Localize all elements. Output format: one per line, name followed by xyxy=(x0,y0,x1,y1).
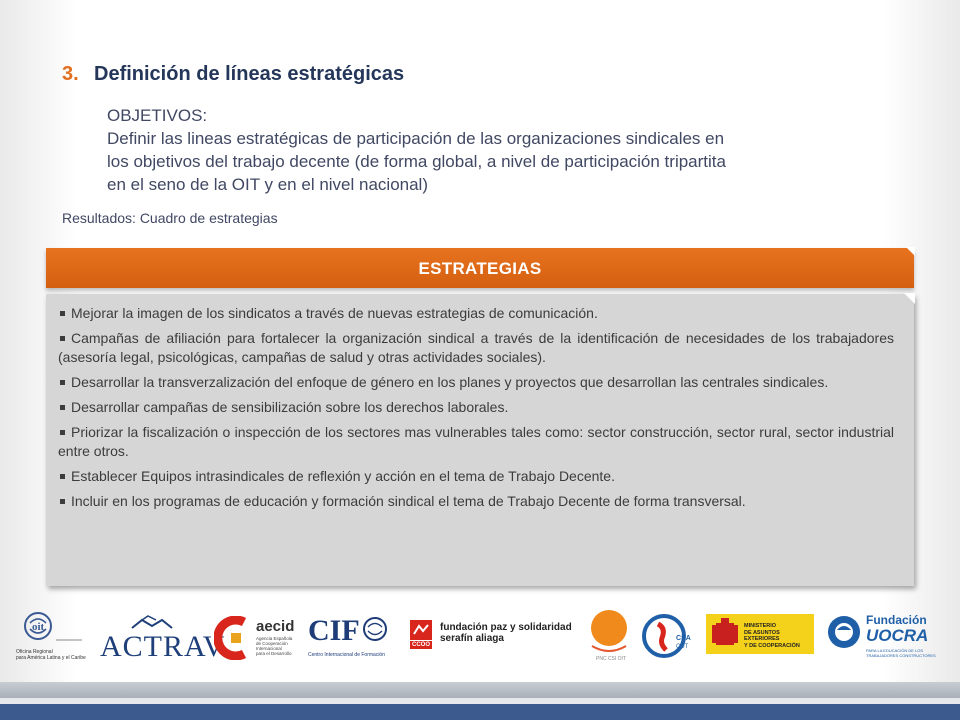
aecid-caption: para el Desarrollo xyxy=(256,651,292,656)
objectives-label: OBJETIVOS: xyxy=(107,106,208,125)
aecid-logo xyxy=(214,610,306,666)
square-bullet-icon xyxy=(60,380,65,385)
strategies-header xyxy=(46,248,914,288)
footer-bar xyxy=(0,704,960,720)
list-item-text: Desarrollar la transverzalización del enfoque de género en los planes y proyectos que desarrollan las centrales sindicales. xyxy=(71,374,829,390)
list-item xyxy=(58,329,894,367)
list-item-text: Establecer Equipos intrasindicales de reflexión y acción en el tema de Trabajo Decente. xyxy=(71,468,615,484)
list-item-text: Desarrollar campañas de sensibilización sobre los derechos laborales. xyxy=(71,399,509,415)
objectives-line: Definir las lineas estratégicas de participación de las organizaciones sindicales en xyxy=(107,129,725,148)
list-item xyxy=(58,492,894,511)
ministerio-logo xyxy=(706,614,814,654)
svg-text:PNC CSI OIT: PNC CSI OIT xyxy=(596,656,627,662)
partner-logos xyxy=(0,600,960,674)
aecid-caption: de Cooperación xyxy=(256,641,288,646)
uocra-caption: PARA LA EDUCACIÓN DE LOS TRABAJADORES CONSTRUCTORES xyxy=(866,648,936,658)
uocra-fundacion: Fundación xyxy=(866,613,927,627)
strategies-title: ESTRATEGIAS xyxy=(418,259,542,278)
fundacion-paz-name: serafín aliaga xyxy=(440,633,504,644)
square-bullet-icon xyxy=(60,405,65,410)
list-item xyxy=(58,398,894,417)
aecid-caption: Agencia Española xyxy=(256,636,293,641)
footer-bar xyxy=(0,682,960,698)
objectives-line: en el seno de la OIT y en el nivel nacional) xyxy=(107,175,428,194)
list-item-text: Priorizar la fiscalización o inspección de los sectores mas vulnerables tales como: sector construcción, sector rural, sector industrial entre otros. xyxy=(58,424,894,459)
star-icon xyxy=(410,620,432,640)
section-heading xyxy=(62,63,404,86)
oit-caption: para América Latina y el Caribe xyxy=(16,655,86,661)
csa-cut-logo xyxy=(640,610,698,666)
uocra-logo xyxy=(826,612,946,666)
square-bullet-icon xyxy=(60,430,65,435)
fundacion-paz-name: fundación paz y solidaridad xyxy=(440,622,572,633)
svg-text:CSA: CSA xyxy=(676,635,691,642)
cif-caption: Centro Internacional de Formación xyxy=(308,652,385,658)
square-bullet-icon xyxy=(60,336,65,341)
globe-icon xyxy=(640,610,698,666)
spain-coat-of-arms-icon xyxy=(710,617,740,651)
list-item-text: Mejorar la imagen de los sindicatos a través de nuevas estrategias de comunicación. xyxy=(71,305,598,321)
aecid-caption: Internacional xyxy=(256,646,282,651)
strategies-panel xyxy=(46,294,914,586)
list-item xyxy=(58,373,894,392)
square-bullet-icon xyxy=(60,499,65,504)
uocra-wordmark: UOCRA xyxy=(866,626,929,645)
aecid-emblem-icon xyxy=(214,616,252,660)
list-item xyxy=(58,467,894,486)
objectives-line: los objetivos del trabajo decente (de forma global, a nivel de participación tripartita xyxy=(107,152,726,171)
corner-fold xyxy=(904,293,915,304)
list-item xyxy=(58,304,894,323)
svg-text:CUT: CUT xyxy=(676,644,689,650)
ccoo-flag-icon xyxy=(410,620,432,640)
orange-circle-logo xyxy=(586,608,636,668)
actrav-wordmark: ACTRAV xyxy=(100,630,226,663)
oit-caption: Oficina Regional xyxy=(16,649,53,655)
square-bullet-icon xyxy=(60,474,65,479)
section-number: 3. xyxy=(62,63,79,85)
footer-bars xyxy=(0,682,960,720)
list-item xyxy=(58,423,894,461)
strategies-list xyxy=(46,294,914,511)
oit-emblem-icon xyxy=(362,616,388,642)
ministerio-caption: Y DE COOPERACIÓN xyxy=(744,642,800,649)
cif-logo xyxy=(308,612,392,662)
list-item-text: Incluir en los programas de educación y formación sindical el tema de Trabajo Decente de forma transversal. xyxy=(71,493,746,509)
objectives-block xyxy=(107,104,897,196)
ccoo-badge: CCOO xyxy=(412,642,430,648)
aecid-wordmark: aecid xyxy=(256,618,295,635)
oit-emblem-icon xyxy=(16,610,86,644)
cif-wordmark: CIF xyxy=(308,614,360,647)
list-item-text: Campañas de afiliación para fortalecer la organización sindical a través de la identificación de necesidades de los trabajadores (asesoría legal, psicológicas, campañas de salud y otras actividades sociales). xyxy=(58,330,894,365)
construction-worker-icon xyxy=(826,614,862,650)
fundacion-paz-logo xyxy=(408,618,578,662)
svg-text:oit: oit xyxy=(32,621,45,633)
square-bullet-icon xyxy=(60,311,65,316)
oit-logo xyxy=(16,610,86,662)
ministerio-caption: MINISTERIO xyxy=(744,623,777,629)
actrav-logo xyxy=(100,614,226,666)
results-text: Resultados: Cuadro de estrategias xyxy=(62,210,278,226)
section-title: Definición de líneas estratégicas xyxy=(94,63,405,85)
corner-fold xyxy=(906,247,915,256)
ministerio-caption: DE ASUNTOS EXTERIORES xyxy=(744,629,780,642)
orange-globe-icon xyxy=(586,608,632,662)
